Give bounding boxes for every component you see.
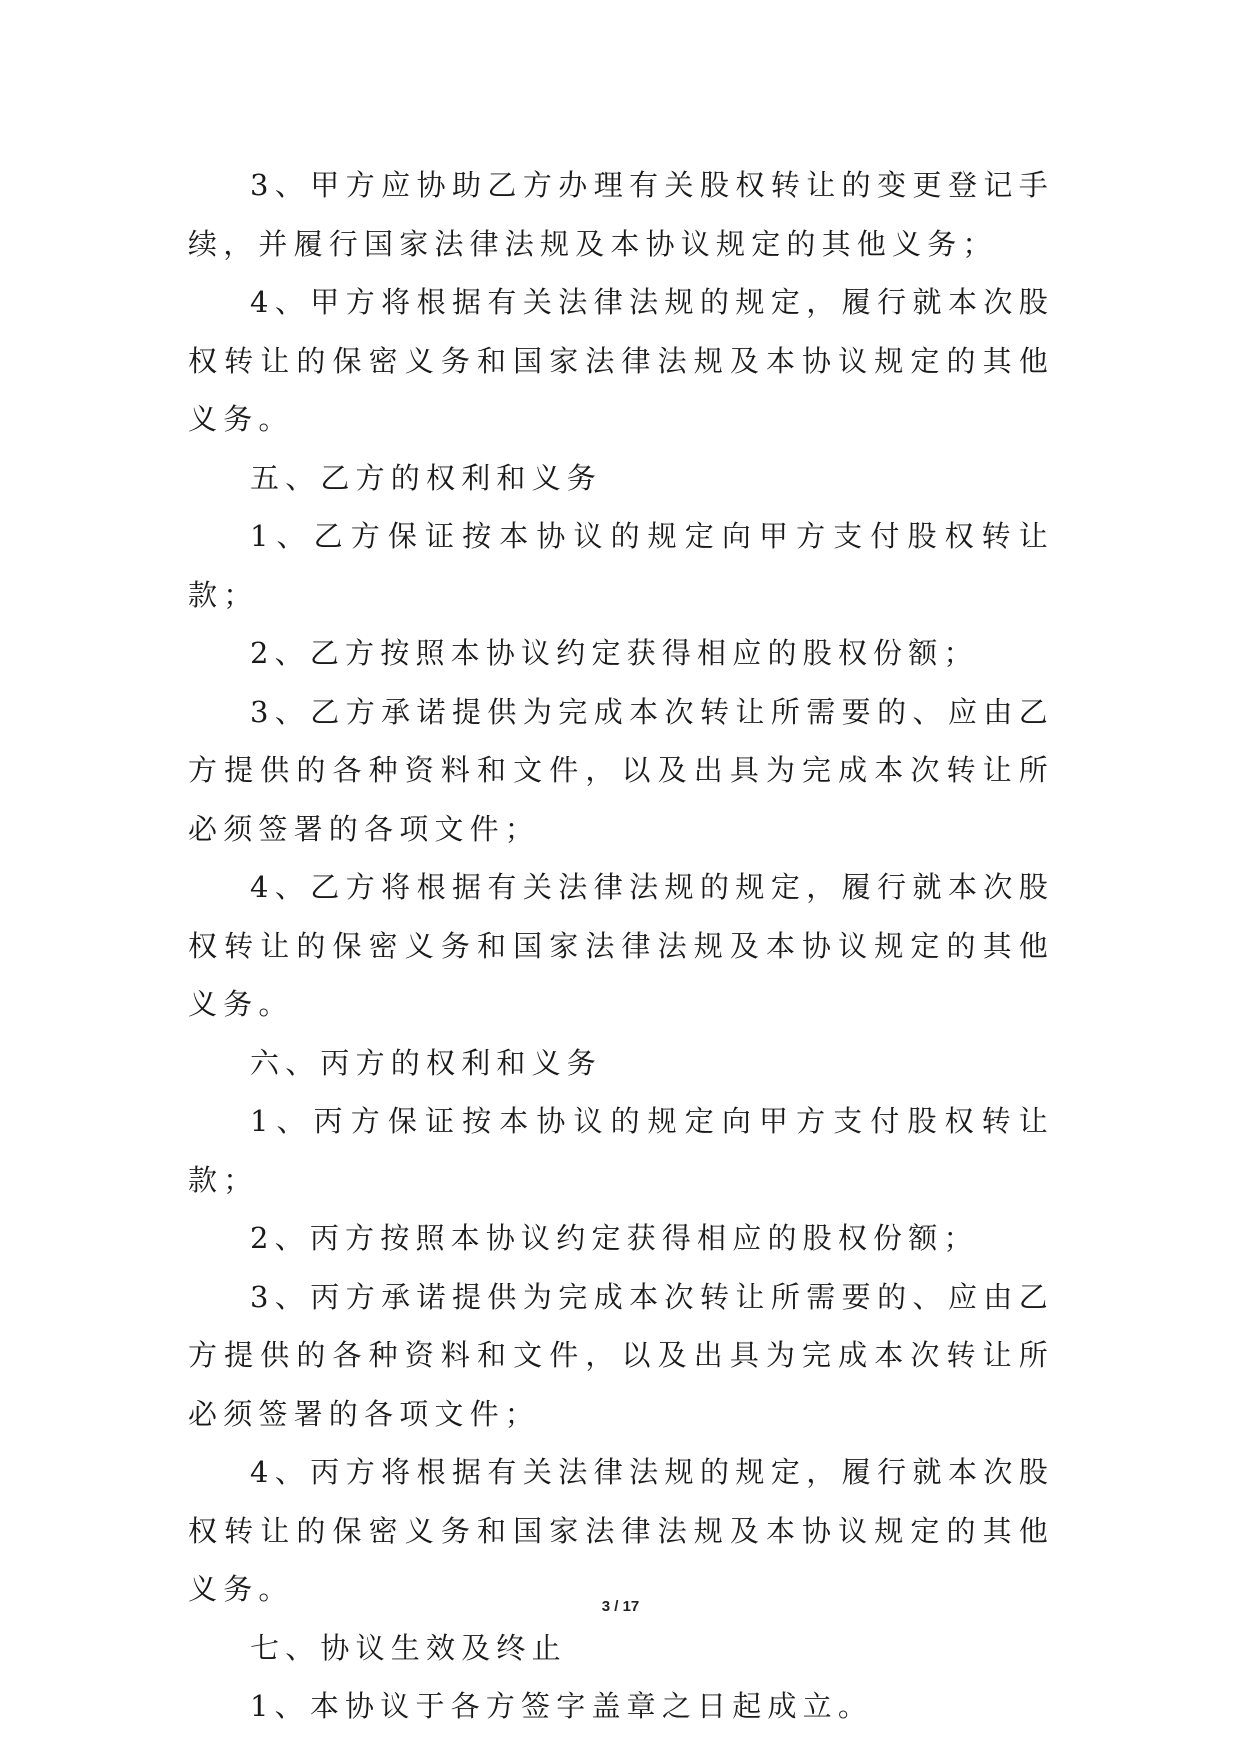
- paragraph-clause-4-party-c: 4、丙方将根据有关法律法规的规定，履行就本次股权转让的保密义务和国家法律法规及本协议规定的其他义务。: [188, 1455, 1054, 1606]
- paragraph-clause-3-party-b: 3、乙方承诺提供为完成本次转让所需要的、应由乙方提供的各种资料和文件，以及出具为完成本次转让所必须签署的各项文件；: [188, 694, 1054, 846]
- paragraph-clause-1-effectiveness: 1、本协议于各方签字盖章之日起成立。: [250, 1689, 874, 1723]
- document-body: [188, 156, 1054, 1736]
- paragraph-clause-4-party-b: 4、乙方将根据有关法律法规的规定，履行就本次股权转让的保密义务和国家法律法规及本协议规定的其他义务。: [188, 870, 1054, 1021]
- paragraph-clause-1-party-c: 1、丙方保证按本协议的规定向甲方支付股权转让款；: [188, 1104, 1054, 1197]
- paragraph-clause-3-party-c: 3、丙方承诺提供为完成本次转让所需要的、应由乙方提供的各种资料和文件，以及出具为完成本次转让所必须签署的各项文件；: [188, 1279, 1054, 1431]
- paragraph-clause-1-party-b: 1、乙方保证按本协议的规定向甲方支付股权转让款；: [188, 519, 1054, 612]
- paragraph-clause-2-party-c: 2、丙方按照本协议约定获得相应的股权份额；: [250, 1221, 979, 1255]
- paragraph-clause-2-party-b: 2、乙方按照本协议约定获得相应的股权份额；: [250, 636, 979, 670]
- page-number: 3 / 17: [601, 1598, 640, 1615]
- paragraph-clause-3-party-a: 3、甲方应协助乙方办理有关股权转让的变更登记手续，并履行国家法律法规及本协议规定的其他义务；: [188, 168, 1054, 261]
- section-heading-party-b: 五、乙方的权利和义务: [250, 460, 603, 495]
- section-heading-party-c: 六、丙方的权利和义务: [250, 1045, 603, 1080]
- paragraph-clause-4-party-a: 4、甲方将根据有关法律法规的规定，履行就本次股权转让的保密义务和国家法律法规及本协议规定的其他义务。: [188, 285, 1054, 436]
- section-heading-effectiveness: 七、协议生效及终止: [250, 1630, 567, 1665]
